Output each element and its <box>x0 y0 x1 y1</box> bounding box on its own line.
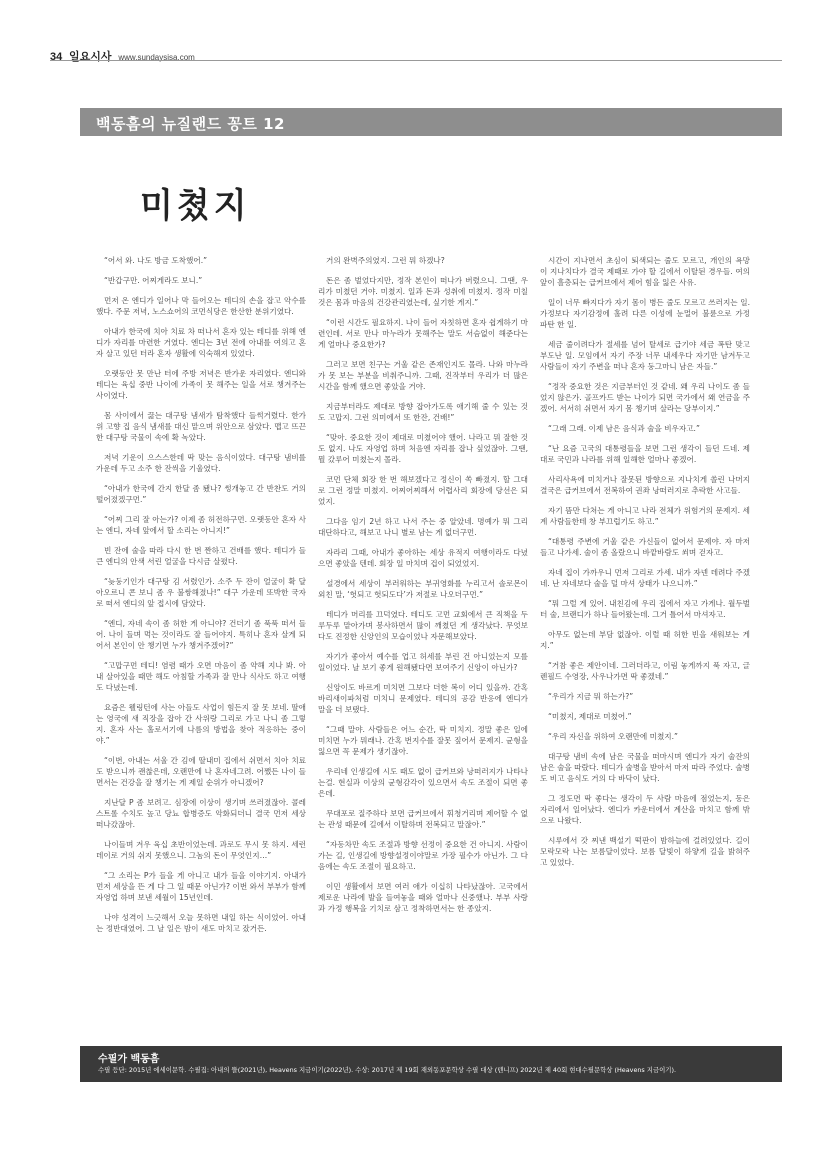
article-paragraph: “대통령 주변에 거울 같은 가신들이 없어서 문제야. 자 마저 들고 나가세. 술이 좀 올랐으니 바깥바람도 쐬며 걷자고. <box>540 537 750 557</box>
article-paragraph: 그다음 임기 2년 하고 나서 주는 중 알았네. 명예가 뭐 그리 대단하다고, 해보고 나니 별로 남는 게 없더구먼. <box>318 517 528 537</box>
article-column-3 <box>540 255 750 877</box>
article-paragraph: 테디가 머리를 끄덕였다. 테디도 고먼 교회에서 큰 직책을 두루두루 맡아가며 봉사하면서 많이 깨쳤던 게 생각났다. 무엇보다도 진정한 신앙인의 모습이었나 자문해보았다. <box>318 610 528 641</box>
article-paragraph: “우리 자신을 위하여 오랜만에 미쳤지.” <box>548 732 678 741</box>
article-paragraph: 이민 생활에서 보면 여러 애가 이십히 나타났잖아. 고국에서 제로운 나라에 발을 들여놓을 때와 얼마나 신중했나. 부부 사랑과 가정 행복을 기치로 삼고 정착하면서는 한 종았지. <box>318 882 528 913</box>
article-paragraph: “고맙구먼 테디! 염렴 때가 오면 마음이 좀 약해 지나 봐. 아내 살아있을 때만 해도 아침할 가족과 잘 만나 식사도 하고 여행도 다녔는데. <box>96 661 306 692</box>
article-paragraph: “정작 중요한 것은 지금부터인 것 같네. 왜 우리 나이도 좀 들었지 않은가. 골프카드 받는 나이가 되면 국가에서 왜 연금을 주겠어. 서서히 쉬면서 자기 몸 챙기며 살라는 당부이지.” <box>540 382 750 413</box>
article-paragraph: 자기가 좋아서 예수를 업고 허세를 부린 건 아니었는지 모를 일이었다. 날 보기 좋게 원해됐다면 보여주기 신앙이 아닌가? <box>318 652 528 672</box>
article-paragraph: 요즘은 웰링턴에 사는 아들도 사업이 힘든지 잘 못 보네. 딸애는 영국에 새 직장을 잡아 간 사위랑 그리로 가고 나니 좀 그렇지. 혼자 사는 홀로서기에 나름의 방법을 찾아 적응하는 중이야.” <box>96 703 306 745</box>
article-paragraph: 지난달 P 좀 보려고. 심장에 이상이 생기며 쓰러졌잖아. 콜레스트롤 수치도 높고 당뇨 합병증도 악화되더니 결국 먼저 세상 떠나갔잖아. <box>96 798 306 829</box>
article-paragraph: 세금 줄이려다가 절세를 넘어 탈세로 급기야 세금 폭탄 맞고 부도난 일. 모임에서 자기 주장 너무 내세우다 자기만 남겨두고 사람들이 자기 주변을 떠나 혼자 둥그마니 남은 자들.” <box>540 340 750 371</box>
article-paragraph: 돈은 좀 벌었다지만, 정작 본인이 떠나가 버렸으니. 그땐, 우리가 미쳤던 거야. 미쳤지. 일과 돈과 성취에 미쳤지. 정작 미칠 것은 몸과 마음의 건강관리였는데, 싶기한 게지.” <box>318 276 528 307</box>
article-paragraph: 시간이 지나면서 초심이 퇴색되는 줄도 모르고, 개인의 욕망이 지나치다가 결국 제때로 가야 할 길에서 이탈된 경우들. 여의 앞이 흘층되는 급커브에서 제어 힘을 잃은 사유. <box>540 256 750 287</box>
article-paragraph: 자라리 그때, 아내가 좋아하는 세상 유적지 여행이라도 다녔으면 좋았을 텐데. 회장 일 마치며 겁이 되었었지. <box>318 548 528 568</box>
article-paragraph: 일이 너무 빠지다가 자기 몸이 병든 줄도 모르고 쓰러지는 일. 가정보다 자기감정에 홀려 다른 이성에 눈멀어 불륜으로 가정 파탄 한 일. <box>540 298 750 329</box>
article-paragraph: 거의 완벽주의였지. 그런 뭐 하겠나? <box>326 256 445 265</box>
series-banner <box>80 108 782 136</box>
article-paragraph: “어찌 그리 잘 아는가? 이제 좀 허전하구먼. 오랫동안 혼자 사는 엔디, 자네 앞에서 할 소리는 아니지!” <box>96 515 306 535</box>
article-paragraph: “맞아. 중요한 것이 제대로 미쳤어야 했어. 나라고 뭐 잘한 것도 없지. 나도 자영업 하며 처음엔 자리를 잡나 싶었잖아. 그땐, 뭘 갔루어 미쳤는지 몰라. <box>318 433 528 464</box>
article-paragraph: 아내가 한국에 치아 치료 차 떠나서 혼자 있는 테디를 위해 엔디가 자리를 마련한 거였다. 엔디는 3년 전에 아내를 여의고 혼자 살고 있던 터라 혼자 생활에 익숙해져 있었다. <box>96 327 306 358</box>
article-paragraph: 빈 잔에 술을 따라 다시 한 번 짠하고 건배를 했다. 테디가 들큰 엔디의 안색 서린 얼굴을 다시금 살폈다. <box>96 546 306 566</box>
article-paragraph: 코먼 단체 회장 한 번 해보겠다고 정신이 쏙 빠졌지. 할 그대로 그런 정말 미쳤지. 어찌어찌해서 어렵사리 회장에 당선은 되었지. <box>318 475 528 506</box>
article-paragraph: 먼저 온 엔디가 일어나 막 들어오는 테디의 손을 잡고 악수를 했다. 주문 저녁, 노스쇼어의 코먼식당은 한산한 분위기였다. <box>96 296 306 316</box>
article-paragraph: 아무도 없는데 부담 없잖아. 이럴 때 허한 빈을 새워보는 게지.” <box>540 630 750 650</box>
article-paragraph: 우리네 인생길에 시도 때도 없이 급커브와 낭떠러지가 나타나는걸. 현실과 이상의 균형감각이 있으면서 속도 조절이 되면 좋은데. <box>318 767 528 798</box>
article-paragraph: 오랫동안 못 만난 터에 주방 저녁은 반가운 자리였다. 엔디와 테디는 육십 중반 나이에 가족이 못 해주는 일을 서로 챙겨주는 사이였다. <box>96 369 306 400</box>
article-paragraph: “자동차만 속도 조절과 방향 선정이 중요한 건 아니지. 사람이 가는 길, 인생길에 방향설정이야말로 가장 필수가 아닌가. 그 다음에는 속도 조절이 필요하고. <box>318 840 528 871</box>
article-paragraph: “난 요즘 고국의 대통령들을 보면 그런 생각이 들던 드네. 제대로 국민과 나라를 위해 일해한 얼마나 좋겠어. <box>540 444 750 464</box>
article-paragraph: “반갑구만. 어찌게라도 보니.” <box>104 276 203 285</box>
article-column-1 <box>96 255 306 943</box>
publication-url: www.sundaysisa.com <box>118 53 195 62</box>
article-paragraph: “거참 좋은 제안이네. 그러더라고, 이림 놓게까지 푹 자고, 글렌필드 수영장, 사우나가면 딱 좋겠네.” <box>540 661 750 681</box>
article-paragraph: “우리가 지금 뭐 하는가?” <box>548 692 634 701</box>
article-paragraph: “엔디, 자네 속이 좀 허한 게 아니야? 건더기 좀 푹푹 떠서 들어. 나이 들며 먹는 것이라도 잘 들어야지. 특히나 혼자 살게 되어서 본인이 안 챙기면 누가 챙겨주겠어?” <box>96 619 306 650</box>
author-footer <box>80 1046 782 1082</box>
article-paragraph: 자네 집이 가까우니 먼저 그리로 가세. 내가 자넨 데려다 주겠네. 난 자네보다 술을 덜 마셔 상태가 나으니까.” <box>540 568 750 588</box>
article-title: 미쳤지 <box>140 186 251 226</box>
article-paragraph: 설경에서 세상이 부러워하는 부귀영화를 누리고서 솔로몬이 외친 말, ‘헛되고 헛되도다’가 저절로 나오더구먼.” <box>318 579 528 599</box>
article-paragraph: 그러고 보면 친구는 거울 같은 존재인지도 몰라. 나와 마누라가 못 보는 부분을 비춰주니까. 그때, 진작부터 우리가 더 많은 시간을 함께 했으면 좋았을 거야. <box>318 360 528 391</box>
article-paragraph: 대구탕 냄비 속에 남은 국물을 떠마시며 엔디가 자기 술잔의 남은 술을 따랐다. 테디가 술병을 받아서 마저 따라 주었다. 술병도 비고 음식도 거의 다 바닥이 났다. <box>540 752 750 783</box>
author-bio: 수필 등단: 2015년 에세이문학. 수필집: 아내의 뜰(2021년), Heavens 지금이기(2022년). 수상: 2017년 제 19회 재외동포문학상 수필 대상 (텐니프) 2022년 제 40회 현대수필문학상 (Heavens 지금이기). <box>98 1066 677 1074</box>
author-name: 수필가 백동흠 <box>98 1054 160 1065</box>
article-paragraph: 자기 뜸만 다쳐는 게 아니고 나라 전체가 위험거의 문제지. 세계 사람들한테 창 부끄럽기도 하고.” <box>540 506 750 526</box>
article-paragraph: “미쳤지, 제대로 미쳤어.” <box>548 712 632 721</box>
article-column-2 <box>318 255 528 923</box>
article-paragraph: “그 소리는 P가 들을 게 아니고 내가 들을 이야기지. 아내가 먼저 세상을 뜬 게 다 그 일 때문 아닌가? 이번 와서 부부가 함께 자영업 하며 보낸 세월이 15년인데. <box>96 871 306 902</box>
article-paragraph: 나이들며 겨우 육십 초반이었는데. 과로도 무시 못 하지. 세런데이로 거의 쉬지 못했으니. 그놈의 돈이 무엇인지…” <box>96 840 306 860</box>
article-paragraph: “이번, 아내는 서울 간 김에 딸내미 집에서 쉬면서 치아 치료도 받으니까 괜찮은데, 오랜만에 나 혼자네그려. 어쨌든 나이 들면서는 건강을 잘 챙기는 게 제일 순위가 아니겠어? <box>96 756 306 787</box>
article-paragraph: 저녁 기운이 으스스한데 딱 맞는 음식이었다. 대구탕 냄비를 가운데 두고 소주 한 잔씩을 기울였다. <box>96 453 306 473</box>
article-paragraph: “늦둥기인가 대구탕 김 서렸인가. 소주 두 잔이 얼굴이 확 달아오르니 콘 보니 좀 우 불쌍해졌나!” 대구 가운데 또박한 국자로 떠서 엔디의 앞 접시에 담았다. <box>96 577 306 608</box>
article-paragraph: 무대포로 질주하다 보면 급커브에서 휘청거리며 제어할 수 없는 관성 때문에 길에서 이탈하며 전복되고 말잖아.” <box>318 809 528 829</box>
publication-name: 일요시사 <box>69 51 112 63</box>
article-paragraph: 시루에서 갓 찌낸 백설기 떡판이 밤하늘에 걸려있었다. 길이 모락모락 나는 보름달이었다. 보름 달빛이 하얗게 길을 밝혀주고 있었다. <box>540 836 750 867</box>
article-paragraph: 지금부터라도 제대로 방향 잡아가도록 애기해 줄 수 있는 것도 고맙지. 그런 의미에서 또 한잔, 건배!” <box>318 402 528 422</box>
article-paragraph: “아내가 한국에 간지 한달 좀 됐나? 썽개놓고 간 반찬도 거의 떨어졌겠구먼.” <box>96 484 306 504</box>
article-paragraph: “뭐 그럴 게 있어. 내친김에 우리 집에서 자고 가게나. 월두벌터 술, 브랜디가 하나 들어왔는데. 그거 틀어서 마셔자고. <box>540 599 750 619</box>
header-divider <box>50 60 782 61</box>
article-paragraph: 몸 사이에서 끓는 대구탕 냄새가 탐착했다 들썩거렸다. 한가위 고향 집 음식 냄새를 대신 맡으며 위안으로 삼았다. 맵고 뜨끈한 대구탕 국물이 속에 확 녹았다. <box>96 411 306 442</box>
page-header <box>50 48 195 64</box>
article-paragraph: 사리사욕에 미치거나 잘못된 방향으로 지나치게 쏠린 나머지 결국은 급커브에서 전복하여 권좌 낭떠러지로 추락한 사고들. <box>540 475 750 495</box>
article-paragraph: “어서 와. 나도 방금 도착했어.” <box>104 256 208 265</box>
article-paragraph: “이런 시간도 필요하지. 나이 들어 자칫하면 혼자 쉽게하기 마련인데. 서로 만나 마누라가 못해주는 말도 서슴없이 해준다는 게 얼마나 중요한가? <box>318 318 528 349</box>
article-paragraph: 그 정도면 딱 좋다는 생각이 두 사람 마음에 점었는지, 동은 자리에서 일어났다. 엔디가 카운터에서 계산을 마치고 함께 밖으로 나왔다. <box>540 794 750 825</box>
article-paragraph: “그때 말야. 사람들은 어느 순간, 딱 미치지. 정말 좋은 일에 미치면 누가 뭐래나. 간혹 번지수를 잘못 짚어서 문제지. 균형을 잃으면 꼭 문제가 생기잖아. <box>318 725 528 756</box>
article-paragraph: 신앙이도 바르게 미치면 그보다 더한 복이 어디 있을까. 간혹 바리새이파처럼 미치니 문제였다. 테디의 공감 반응에 엔디가 말을 더 보탰다. <box>318 683 528 714</box>
article-paragraph: “그래 그래. 이제 남은 음식과 술을 비우자고.” <box>548 424 700 433</box>
page-number: 34 <box>50 51 63 63</box>
article-paragraph: 나야 성격이 느긋해서 오늘 못하면 내일 하는 식이었어. 아내는 정반대였어. 그 날 일은 밤이 새도 마치고 잤거든. <box>96 913 306 933</box>
series-title: 백동흠의 뉴질랜드 꽁트 12 <box>96 115 285 133</box>
